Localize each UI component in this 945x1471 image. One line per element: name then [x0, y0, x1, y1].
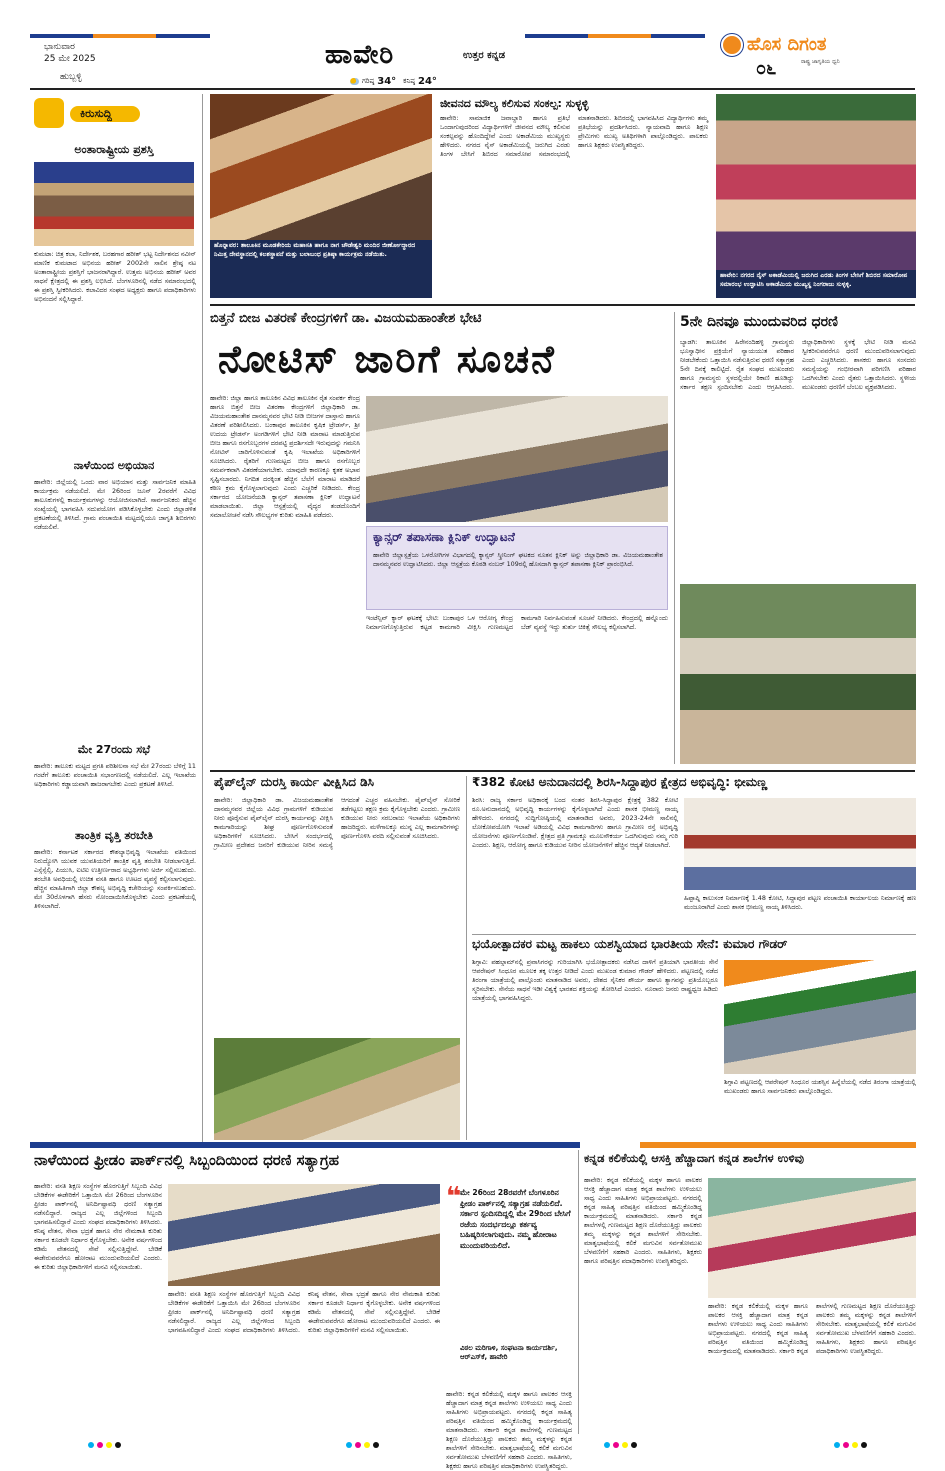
- cancer-clinic-text: ಹಾವೇರಿ ಜಿಲ್ಲಾಸ್ಪತ್ರೆಯ ಒಳರೋಗಿಗಳ ವಿಭಾಗದಲ್ಲಿ ಕ್ಯಾನ್ಸರ್ ಸ್ಕ್ರೀನಿಂಗ್ ಘಟಕದ ನೂತನ ಕ್ಲಿನಿಕ್ ಅನ್ನು ಜಿಲ್ಲಾಧಿಕಾರಿ ಡಾ. ವಿಜಯಮಹಾಂತೇಶ ದಾನಮ್ಮನವರ ಉದ್ಘಾಟಿಸಿದರು. ಜಿಲ್ಲಾ ಆಸ್ಪತ್ರೆಯ ಕೊಠಡಿ ನಂಬರ್ 109ರಲ್ಲಿ ಹೊಸದಾಗಿ ಕ್ಯಾನ್ಸರ್ ತಪಾಸಣಾ ಕ್ಲಿನಿಕ್ ಪ್ರಾರಂಭಿಸಿದೆ.: [373, 551, 663, 568]
- bottom-stripe-right: [640, 1142, 916, 1148]
- academy-group-photo: [716, 94, 916, 270]
- right-lead-headline: 5ನೇ ದಿನವೂ ಮುಂದುವರಿದ ಧರಣಿ: [680, 314, 838, 330]
- brief2-text: ಹಾವೇರಿ: ಜಿಲ್ಲೆಯಲ್ಲಿ ಒಂದು ವಾರ ಅಭಿಯಾನ ಮತ್ತು ಸಾರ್ವಜನಿಕ ಮಾಹಿತಿ ಕಾರ್ಯಕ್ರಮ ನಡೆಯಲಿದೆ. ಮೇ 26ರಿಂದ ಜೂನ್ 2ರವರೆಗೆ ವಿವಿಧ ತಾಲೂಕುಗಳಲ್ಲಿ ಕಾರ್ಯಕ್ರಮಗಳನ್ನು ಆಯೋಜಿಸಲಾಗಿದೆ. ಸಾರ್ವಜನಿಕರು ಹೆಚ್ಚಿನ ಸಂಖ್ಯೆಯಲ್ಲಿ ಭಾಗವಹಿಸಿ ಸದುಪಯೋಗ ಪಡಿಸಿಕೊಳ್ಳಬೇಕು ಎಂದು ಜಿಲ್ಲಾಡಳಿತ ಪ್ರಕಟಣೆಯಲ್ಲಿ ತಿಳಿಸಿದೆ. ಗ್ರಾಮ ಪಂಚಾಯಿತಿ ಮಟ್ಟದಲ್ಲಿಯೂ ಜಾಗೃತಿ ಶಿಬಿರಗಳು ನಡೆಯಲಿವೆ.: [34, 478, 196, 531]
- issue-date: 25 ಮೇ 2025: [44, 54, 96, 64]
- quote-author: ವಿಠಲ ಮರಿಗಾಳಿ, ಸಂಘಟನಾ ಕಾರ್ಯದರ್ಶಿ, ಆರ್‌ಎಸ್‌ಕೆ, ಹಾವೇರಿ: [460, 1344, 558, 1361]
- lead-kicker: ಬಿತ್ತನೆ ಬೀಜ ವಿತರಣೆ ಕೇಂದ್ರಗಳಿಗೆ ಡಾ. ವಿಜಯಮಹಾಂತೇಶ ಭೇಟಿ: [210, 311, 482, 326]
- brief1-text: ಕುಮಟಾ: ಚಿತ್ರ ಕಲಾ, ನಿರ್ದೇಶಕ, ಬರಹಗಾರ ಹರೀಶ್ ಭಟ್ಟ ನಿರ್ದೇಶನದ ನವೀನ್ ಮಾಣಿಕ ಕುಮಟಾದ ಅಭಿನಯ ಹರೀಶ್ 2002ನೇ ಸಾಲಿನ ಶ್ರೇಷ್ಠ ನಟ ಅಂತಾರಾಷ್ಟ್ರೀಯ ಪ್ರಶಸ್ತಿಗೆ ಭಾಜನರಾಗಿದ್ದಾರೆ. ಉತ್ತಮ ಅಭಿನಯ ಹರೀಶ್ ಅವರ ಸಾಧನೆ ಕ್ಷೇತ್ರದಲ್ಲಿ ಈ ಪ್ರಶಸ್ತಿ ಲಭಿಸಿದೆ. ಬೆಂಗಳೂರಿನಲ್ಲಿ ನಡೆದ ಸಮಾರಂಭದಲ್ಲಿ ಈ ಪ್ರಶಸ್ತಿ ಸ್ವೀಕರಿಸಿದರು. ಕಲಾವಿದರ ಸಂಘದ ಅಧ್ಯಕ್ಷರು ಹಾಗೂ ಪದಾಧಿಕಾರಿಗಳು ಅಭಿನಂದನೆ ಸಲ್ಲಿಸಿದ್ದಾರೆ.: [34, 250, 196, 303]
- kannada-text-cont: ಹಾವೇರಿ: ಕನ್ನಡ ಕಲಿಕೆಯಲ್ಲಿ ಮಕ್ಕಳ ಹಾಗೂ ಪಾಲಕರ ಆಸಕ್ತಿ ಹೆಚ್ಚಾದಾಗ ಮಾತ್ರ ಕನ್ನಡ ಶಾಲೆಗಳು ಉಳಿಯಲು ಸಾಧ್ಯ ಎಂದು ಸಾಹಿತಿಗಳು ಅಭಿಪ್ರಾಯಪಟ್ಟರು. ನಗರದಲ್ಲಿ ಕನ್ನಡ ಸಾಹಿತ್ಯ ಪರಿಷತ್ತಿನ ವತಿಯಿಂದ ಹಮ್ಮಿಕೊಂಡಿದ್ದ ಕಾರ್ಯಕ್ರಮದಲ್ಲಿ ಮಾತನಾಡಿದರು. ಸರ್ಕಾರಿ ಕನ್ನಡ ಶಾಲೆಗಳಲ್ಲಿ ಗುಣಮಟ್ಟದ ಶಿಕ್ಷಣ ದೊರೆಯುತ್ತಿದ್ದು ಪಾಲಕರು ತಮ್ಮ ಮಕ್ಕಳನ್ನು ಕನ್ನಡ ಶಾಲೆಗಳಿಗೆ ಸೇರಿಸಬೇಕು. ಮಾತೃಭಾಷೆಯಲ್ಲಿ ಕಲಿಕೆ ಮಗುವಿನ ಸರ್ವತೋಮುಖ ಬೆಳವಣಿಗೆಗೆ ಸಹಕಾರಿ ಎಂದರು. ಸಾಹಿತಿಗಳು, ಶಿಕ್ಷಕರು ಹಾಗೂ ಪರಿಷತ್ತಿನ ಪದಾಧಿಕಾರಿಗಳು ಉಪಸ್ಥಿತರಿದ್ದರು.: [708, 1302, 916, 1355]
- freedom-text-cont: ಹಾವೇರಿ: ವಸತಿ ಶಿಕ್ಷಣ ಸಂಸ್ಥೆಗಳ ಹೊರಗುತ್ತಿಗೆ ಸಿಬ್ಬಂದಿ ವಿವಿಧ ಬೇಡಿಕೆಗಳ ಈಡೇರಿಕೆಗೆ ಒತ್ತಾಯಿಸಿ ಮೇ 26ರಿಂದ ಬೆಂಗಳೂರಿನ ಫ್ರೀಡಂ ಪಾರ್ಕ್‌ನಲ್ಲಿ ಅನಿರ್ದಿಷ್ಟಾವಧಿ ಧರಣಿ ಸತ್ಯಾಗ್ರಹ ನಡೆಸಲಿದ್ದಾರೆ. ರಾಜ್ಯದ ಎಲ್ಲ ಜಿಲ್ಲೆಗಳಿಂದ ಸಿಬ್ಬಂದಿ ಭಾಗವಹಿಸಲಿದ್ದಾರೆ ಎಂದು ಸಂಘದ ಪದಾಧಿಕಾರಿಗಳು ತಿಳಿಸಿದರು. ಕನಿಷ್ಠ ವೇತನ, ಸೇವಾ ಭದ್ರತೆ ಹಾಗೂ ನೇರ ನೇಮಕಾತಿ ಕುರಿತು ಸರ್ಕಾರ ಕೂಡಲೇ ನಿರ್ಧಾರ ಕೈಗೊಳ್ಳಬೇಕು. ಅನೇಕ ವರ್ಷಗಳಿಂದ ಕಡಿಮೆ ವೇತನದಲ್ಲಿ ಸೇವೆ ಸಲ್ಲಿಸುತ್ತಿದ್ದೇವೆ. ಬೇಡಿಕೆ ಈಡೇರುವವರೆಗೂ ಹೋರಾಟ ಮುಂದುವರಿಯಲಿದೆ ಎಂದರು. ಈ ಕುರಿತು ಜಿಲ್ಲಾಧಿಕಾರಿಗಳಿಗೆ ಮನವಿ ಸಲ್ಲಿಸಲಾಯಿತು.: [168, 1290, 440, 1334]
- temple-photo: [210, 94, 432, 240]
- story1-text: ಹಾವೇರಿ: ಸಾಮಾಜಿಕ ಜವಾಬ್ದಾರಿ ಹಾಗೂ ಪ್ರತಿಭೆ ಒಂದಾಗುವುದರಿಂದ ವಿದ್ಯಾರ್ಥಿಗಳಿಗೆ ಜೀವನದ ಮೌಲ್ಯ ಕಲಿಸುವ ಸಂಕಲ್ಪವನ್ನು ಹೊಂದಿದ್ದೇವೆ ಎಂದು ಅಕಾಡೆಮಿಯ ಮುಖ್ಯಸ್ಥರು ಹೇಳಿದರು. ನಗರದ ನೈಸ್ ಅಕಾಡೆಮಿಯಲ್ಲಿ ಜರುಗಿದ ಎರಡು ತಿಂಗಳ ಬೇಸಿಗೆ ಶಿಬಿರದ ಸಮಾರೋಪ ಸಮಾರಂಭದಲ್ಲಿ ಮಾತನಾಡಿದರು. ಶಿಬಿರದಲ್ಲಿ ಭಾಗವಹಿಸಿದ ವಿದ್ಯಾರ್ಥಿಗಳು ತಮ್ಮ ಪ್ರತಿಭೆಯನ್ನು ಪ್ರದರ್ಶಿಸಿದರು. ನ್ಯಾಯವಾದಿ ಹಾಗೂ ಶಿಕ್ಷಣ ಪ್ರೇಮಿಗಳು ಮುಖ್ಯ ಅತಿಥಿಗಳಾಗಿ ಪಾಲ್ಗೊಂಡಿದ್ದರು. ಪಾಲಕರು ಹಾಗೂ ಶಿಕ್ಷಕರು ಉಪಸ್ಥಿತರಿದ್ದರು.: [440, 114, 708, 158]
- cancer-clinic-title: ಕ್ಯಾನ್ಸರ್ ತಪಾಸಣಾ ಕ್ಲಿನಿಕ್ ಉದ್ಘಾಟನೆ: [373, 530, 515, 544]
- temp-max: 34°: [377, 76, 397, 87]
- temp-max-label: ಗರಿಷ್ಠ: [362, 77, 375, 85]
- quote-mark-icon: ❝: [446, 1182, 462, 1212]
- brief4-title: ತಾಂತ್ರಿಕ ವೃತ್ತಿ ತರಬೇತಿ: [75, 829, 153, 842]
- issue-day: ಭಾನುವಾರ: [44, 42, 75, 52]
- lead-headline: ನೋಟಿಸ್ ಜಾರಿಗೆ ಸೂಚನೆ: [218, 337, 556, 381]
- pointing-hand-icon: [34, 98, 64, 128]
- protest-photo: [680, 584, 916, 764]
- reg-marks-right: [834, 1442, 867, 1448]
- temp-min-label: ಕನಿಷ್ಠ: [403, 77, 415, 85]
- temple-photo-caption: ಹೊನ್ನಾವರ: ತಾಲೂಕಿನ ಮೂಡಕೇರಿಯ ಮಹಾಸತಿ ಹಾಗೂ ನಾಗ ಚೌಡೇಶ್ವರಿ ಮಂದಿರ ಜೀರ್ಣೋದ್ಧಾರದ ನಿಮಿತ್ತ ದೇವಸ್ಥಾನದಲ್ಲಿ ಕಲಶಸ್ಥಾಪನೆ ಮತ್ತು ಬಲಾಬಂಧ ಪ್ರತಿಷ್ಠಾ ಕಾರ್ಯಕ್ರಮ ನಡೆಯಿತು.: [210, 240, 432, 298]
- right-lead-text: ಬ್ಯಾಡಗಿ: ತಾಲೂಕಿನ ಹಿರೇನಂದಿಹಳ್ಳಿ ಗ್ರಾಮಸ್ಥರು ಭೂಸ್ವಾಧೀನ ಪ್ರಕ್ರಿಯೆಗೆ ನ್ಯಾಯಯುತ ಪರಿಹಾರ ನೀಡಬೇಕೆಂದು ಒತ್ತಾಯಿಸಿ ನಡೆಸುತ್ತಿರುವ ಧರಣಿ ಸತ್ಯಾಗ್ರಹ 5ನೇ ದಿನಕ್ಕೆ ಕಾಲಿಟ್ಟಿದೆ. ರೈತ ಸಂಘದ ಮುಖಂಡರು ಹಾಗೂ ಗ್ರಾಮಸ್ಥರು ಸ್ಥಳದಲ್ಲಿಯೇ ಠಿಕಾಣಿ ಹೂಡಿದ್ದು ಸರ್ಕಾರ ತಕ್ಷಣ ಸ್ಪಂದಿಸಬೇಕು ಎಂದು ಆಗ್ರಹಿಸಿದರು. ಜಿಲ್ಲಾಧಿಕಾರಿಗಳು ಸ್ಥಳಕ್ಕೆ ಭೇಟಿ ನೀಡಿ ಮನವಿ ಸ್ವೀಕರಿಸುವವರೆಗೂ ಧರಣಿ ಮುಂದುವರಿಸಲಾಗುವುದು ಎಂದು ಎಚ್ಚರಿಸಿದರು. ಶಾಸಕರು ಹಾಗೂ ಸಂಸದರು ಸಮಸ್ಯೆಯನ್ನು ಗಂಭೀರವಾಗಿ ಪರಿಗಣಿಸಿ ಪರಿಹಾರ ಒದಗಿಸಬೇಕು ಎಂದು ರೈತರು ಒತ್ತಾಯಿಸಿದರು. ಸ್ಥಳೀಯ ಮುಖಂಡರು ಧರಣಿಗೆ ಬೆಂಬಲ ವ್ಯಕ್ತಪಡಿಸಿದರು.: [680, 338, 916, 391]
- middle-divider: [466, 776, 467, 1140]
- masthead-right-stripe: [525, 34, 705, 38]
- masthead-left-stripe: [30, 34, 210, 38]
- sirsi-press-photo: [684, 798, 916, 890]
- brief4-text: ಹಾವೇರಿ: ಕರ್ನಾಟಕ ಸರ್ಕಾರದ ಕೌಶಲ್ಯಾಭಿವೃದ್ಧಿ ಇಲಾಖೆಯ ವತಿಯಿಂದ ನಿರುದ್ಯೋಗಿ ಯುವಕ ಯುವತಿಯರಿಗೆ ತಾಂತ್ರಿಕ ವೃತ್ತಿ ತರಬೇತಿ ನೀಡಲಾಗುತ್ತಿದೆ. ಎಸ್ಸೆಸ್ಸೆಲ್ಸಿ, ಪಿಯುಸಿ, ಐಟಿಐ ಉತ್ತೀರ್ಣರಾದ ಅಭ್ಯರ್ಥಿಗಳು ಅರ್ಜಿ ಸಲ್ಲಿಸಬಹುದು. ತರಬೇತಿ ಅವಧಿಯಲ್ಲಿ ಉಚಿತ ವಸತಿ ಹಾಗೂ ಊಟದ ವ್ಯವಸ್ಥೆ ಕಲ್ಪಿಸಲಾಗುವುದು. ಹೆಚ್ಚಿನ ಮಾಹಿತಿಗಾಗಿ ಜಿಲ್ಲಾ ಕೌಶಲ್ಯ ಅಭಿವೃದ್ಧಿ ಕಚೇರಿಯನ್ನು ಸಂಪರ್ಕಿಸಬಹುದು. ಮೇ 30ರೊಳಗಾಗಿ ಹೆಸರು ನೋಂದಾಯಿಸಿಕೊಳ್ಳಬೇಕು ಎಂದು ಪ್ರಕಟಣೆಯಲ್ಲಿ ತಿಳಿಸಲಾಗಿದೆ.: [34, 848, 196, 910]
- quote-box: [446, 1184, 572, 1384]
- masthead-rule: [30, 88, 915, 90]
- reg-marks-center: [346, 1442, 379, 1448]
- section-rule-3: [472, 934, 916, 935]
- brand-tagline: ರಾಷ್ಟ್ರ ಜಾಗೃತಿಯ ಧ್ವನಿ: [801, 59, 840, 65]
- page-number: ೦೬: [756, 58, 777, 79]
- petition-photo: [168, 1184, 440, 1286]
- story1-title: ಜೀವನದ ಮೌಲ್ಯ ಕಲಿಸುವ ಸಂಕಲ್ಪ: ಸುಳ್ಳಳ್ಳಿ: [440, 97, 589, 110]
- freedom-text: ಹಾವೇರಿ: ವಸತಿ ಶಿಕ್ಷಣ ಸಂಸ್ಥೆಗಳ ಹೊರಗುತ್ತಿಗೆ ಸಿಬ್ಬಂದಿ ವಿವಿಧ ಬೇಡಿಕೆಗಳ ಈಡೇರಿಕೆಗೆ ಒತ್ತಾಯಿಸಿ ಮೇ 26ರಿಂದ ಬೆಂಗಳೂರಿನ ಫ್ರೀಡಂ ಪಾರ್ಕ್‌ನಲ್ಲಿ ಅನಿರ್ದಿಷ್ಟಾವಧಿ ಧರಣಿ ಸತ್ಯಾಗ್ರಹ ನಡೆಸಲಿದ್ದಾರೆ. ರಾಜ್ಯದ ಎಲ್ಲ ಜಿಲ್ಲೆಗಳಿಂದ ಸಿಬ್ಬಂದಿ ಭಾಗವಹಿಸಲಿದ್ದಾರೆ ಎಂದು ಸಂಘದ ಪದಾಧಿಕಾರಿಗಳು ತಿಳಿಸಿದರು. ಕನಿಷ್ಠ ವೇತನ, ಸೇವಾ ಭದ್ರತೆ ಹಾಗೂ ನೇರ ನೇಮಕಾತಿ ಕುರಿತು ಸರ್ಕಾರ ಕೂಡಲೇ ನಿರ್ಧಾರ ಕೈಗೊಳ್ಳಬೇಕು. ಅನೇಕ ವರ್ಷಗಳಿಂದ ಕಡಿಮೆ ವೇತನದಲ್ಲಿ ಸೇವೆ ಸಲ್ಲಿಸುತ್ತಿದ್ದೇವೆ. ಬೇಡಿಕೆ ಈಡೇರುವವರೆಗೂ ಹೋರಾಟ ಮುಂದುವರಿಯಲಿದೆ ಎಂದರು. ಈ ಕುರಿತು ಜಿಲ್ಲಾಧಿಕಾರಿಗಳಿಗೆ ಮನವಿ ಸಲ್ಲಿಸಲಾಯಿತು.: [34, 1182, 162, 1271]
- left-column-divider: [202, 94, 203, 1146]
- brief1-title: ಅಂತಾರಾಷ್ಟ್ರೀಯ ಪ್ರಶಸ್ತಿ: [74, 143, 154, 156]
- pipeline-site-photo: [214, 1038, 460, 1140]
- section-rule-1: [210, 304, 915, 306]
- army-text: ಶಿಗ್ಗಾವಿ: ಪಹಲ್ಗಾಮ್‌ನಲ್ಲಿ ಪ್ರವಾಸಿಗರನ್ನು ಗುರಿಯಾಗಿಸಿ ಭಯೋತ್ಪಾದಕರು ನಡೆಸಿದ ದಾಳಿಗೆ ಪ್ರತಿಯಾಗಿ ಭಾರತೀಯ ಸೇನೆ ಆಪರೇಷನ್ ಸಿಂಧೂರ ಮೂಲಕ ತಕ್ಕ ಉತ್ತರ ನೀಡಿದೆ ಎಂದು ಮುಖಂಡ ಕುಮಾರ ಗೌಡರ್ ಹೇಳಿದರು. ಪಟ್ಟಣದಲ್ಲಿ ನಡೆದ ತಿರಂಗಾ ಯಾತ್ರೆಯಲ್ಲಿ ಪಾಲ್ಗೊಂಡು ಮಾತನಾಡಿದ ಅವರು, ದೇಶದ ಸೈನಿಕರ ಶೌರ್ಯ ಹಾಗೂ ತ್ಯಾಗವನ್ನು ಪ್ರತಿಯೊಬ್ಬರೂ ಸ್ಮರಿಸಬೇಕು. ಸೇನೆಯ ಸಾಧನೆ ಇಡೀ ವಿಶ್ವಕ್ಕೆ ಭಾರತದ ಶಕ್ತಿಯನ್ನು ತೋರಿಸಿದೆ ಎಂದರು. ನೂರಾರು ಜನರು ರಾಷ್ಟ್ರಧ್ವಜ ಹಿಡಿದು ಯಾತ್ರೆಯಲ್ಲಿ ಭಾಗವಹಿಸಿದ್ದರು.: [472, 958, 718, 1002]
- lead-extra-text: ಇಂಟೆನ್ಸಿವ್ ಕ್ಯಾರ್ ಘಟಕಕ್ಕೆ ಭೇಟಿ: ಬಂಕಾಪುರ ಒಳ ಆರೋಗ್ಯ ಕೇಂದ್ರ ನಿರ್ಮಾಣಗೊಳ್ಳುತ್ತಿರುವ ಕಟ್ಟಡ ಕಾಮಗಾರಿ ವೀಕ್ಷಿಸಿ ಗುಣಮಟ್ಟದ ಕಾಮಗಾರಿ ನಿರ್ವಹಿಸುವಂತೆ ಸೂಚನೆ ನೀಡಿದರು. ಕೇಂದ್ರದಲ್ಲಿ ಹನ್ನೊಂದು ಬೆಡ್ ವ್ಯವಸ್ಥೆ ಇದ್ದು ತುರ್ತು ಚಿಕಿತ್ಸೆ ಸೌಲಭ್ಯ ಕಲ್ಪಿಸಲಾಗಿದೆ.: [366, 614, 668, 631]
- cancer-clinic-box: [366, 526, 668, 610]
- brief2-title: ನಾಳೆಯಿಂದ ಅಭಿಯಾನ: [73, 459, 155, 472]
- kannada-event-photo: [708, 1178, 916, 1298]
- masthead: [0, 0, 945, 88]
- quote-text: ಮೇ 26ರಿಂದ 28ರವರೆಗೆ ಬೆಂಗಳೂರಿನ ಫ್ರೀಡಂ ಪಾರ್ಕ್‌ನಲ್ಲಿ ಸತ್ಯಾಗ್ರಹ ನಡೆಯಲಿದೆ. ಸರ್ಕಾರ ಸ್ಪಂದಿಸದಿದ್ದಲ್ಲಿ ಮೇ 29ರಿಂದ ಬೇಸಿಗೆ ರಜೆಯ ಸಂದರ್ಭದಲ್ಲೂ ಕರ್ತವ್ಯ ಬಹಿಷ್ಕರಿಸಲಾಗುವುದು. ನಮ್ಮ ಹೋರಾಟ ಮುಂದುವರಿಯಲಿದೆ.: [460, 1188, 571, 1250]
- sirsi-title: ₹382 ಕೋಟಿ ಅನುದಾನದಲ್ಲಿ ಶಿರಸಿ-ಸಿದ್ದಾಪುರ ಕ್ಷೇತ್ರದ ಅಭಿವೃದ್ಧಿ: ಭೀಮಣ್ಣ: [472, 775, 768, 789]
- brand-logo: [715, 34, 915, 80]
- district-title: ಹಾವೇರಿ: [325, 40, 395, 70]
- bottom-stripe-mid: [470, 1142, 580, 1148]
- kannada-text: ಹಾವೇರಿ: ಕನ್ನಡ ಕಲಿಕೆಯಲ್ಲಿ ಮಕ್ಕಳ ಹಾಗೂ ಪಾಲಕರ ಆಸಕ್ತಿ ಹೆಚ್ಚಾದಾಗ ಮಾತ್ರ ಕನ್ನಡ ಶಾಲೆಗಳು ಉಳಿಯಲು ಸಾಧ್ಯ ಎಂದು ಸಾಹಿತಿಗಳು ಅಭಿಪ್ರಾಯಪಟ್ಟರು. ನಗರದಲ್ಲಿ ಕನ್ನಡ ಸಾಹಿತ್ಯ ಪರಿಷತ್ತಿನ ವತಿಯಿಂದ ಹಮ್ಮಿಕೊಂಡಿದ್ದ ಕಾರ್ಯಕ್ರಮದಲ್ಲಿ ಮಾತನಾಡಿದರು. ಸರ್ಕಾರಿ ಕನ್ನಡ ಶಾಲೆಗಳಲ್ಲಿ ಗುಣಮಟ್ಟದ ಶಿಕ್ಷಣ ದೊರೆಯುತ್ತಿದ್ದು ಪಾಲಕರು ತಮ್ಮ ಮಕ್ಕಳನ್ನು ಕನ್ನಡ ಶಾಲೆಗಳಿಗೆ ಸೇರಿಸಬೇಕು. ಮಾತೃಭಾಷೆಯಲ್ಲಿ ಕಲಿಕೆ ಮಗುವಿನ ಸರ್ವತೋಮುಖ ಬೆಳವಣಿಗೆಗೆ ಸಹಕಾರಿ ಎಂದರು. ಸಾಹಿತಿಗಳು, ಶಿಕ್ಷಕರು ಹಾಗೂ ಪರಿಷತ್ತಿನ ಪದಾಧಿಕಾರಿಗಳು ಉಪಸ್ಥಿತರಿದ್ದರು.: [584, 1176, 702, 1265]
- brand-emblem-icon: [721, 34, 743, 56]
- edition-place: ಹುಬ್ಬಳ್ಳಿ: [60, 72, 82, 82]
- kannada-title: ಕನ್ನಡ ಕಲಿಕೆಯಲ್ಲಿ ಆಸಕ್ತಿ ಹೆಚ್ಚಾದಾಗ ಕನ್ನಡ ಶಾಲೆಗಳ ಉಳಿವು: [584, 1151, 804, 1165]
- seed-warehouse-photo: [366, 396, 668, 522]
- pipeline-text: ಹಾವೇರಿ: ಜಿಲ್ಲಾಧಿಕಾರಿ ಡಾ. ವಿಜಯಮಹಾಂತೇಶ ದಾನಮ್ಮನವರ ಜಿಲ್ಲೆಯ ವಿವಿಧ ಗ್ರಾಮಗಳಿಗೆ ಕುಡಿಯುವ ನೀರು ಪೂರೈಸುವ ಪೈಪ್‌ಲೈನ್ ದುರಸ್ತಿ ಕಾರ್ಯವನ್ನು ವೀಕ್ಷಿಸಿ ಕಾಮಗಾರಿಯನ್ನು ಶೀಘ್ರ ಪೂರ್ಣಗೊಳಿಸುವಂತೆ ಅಧಿಕಾರಿಗಳಿಗೆ ಸೂಚಿಸಿದರು. ಬೇಸಿಗೆ ಸಂದರ್ಭದಲ್ಲಿ ಗ್ರಾಮೀಣ ಪ್ರದೇಶದ ಜನರಿಗೆ ಕುಡಿಯುವ ನೀರಿನ ಸಮಸ್ಯೆ ಆಗದಂತೆ ಎಚ್ಚರ ವಹಿಸಬೇಕು. ಪೈಪ್‌ಲೈನ್ ಸೋರಿಕೆ ತಡೆಗಟ್ಟಲು ತಕ್ಷಣ ಕ್ರಮ ಕೈಗೊಳ್ಳಬೇಕು ಎಂದರು. ಗ್ರಾಮೀಣ ಕುಡಿಯುವ ನೀರು ಸರಬರಾಜು ಇಲಾಖೆಯ ಅಧಿಕಾರಿಗಳು ಹಾಜರಿದ್ದರು. ಮಳೆಗಾಲಕ್ಕೂ ಮುನ್ನ ಎಲ್ಲ ಕಾಮಗಾರಿಗಳನ್ನು ಪೂರ್ಣಗೊಳಿಸಿ ವರದಿ ಸಲ್ಲಿಸುವಂತೆ ಸೂಚಿಸಿದರು.: [214, 796, 460, 849]
- section-rule-2: [210, 770, 915, 772]
- reg-marks-mid: [604, 1442, 637, 1448]
- region-title: ಉತ್ತರ ಕನ್ನಡ: [463, 50, 505, 61]
- tiranga-yatra-photo: [724, 960, 916, 1074]
- lead-right-divider: [674, 312, 675, 764]
- brief-header: [30, 94, 200, 138]
- brand-name: ಹೊಸ ದಿಗಂತ: [747, 34, 827, 55]
- temp-min: 24°: [417, 76, 437, 87]
- sirsi-caption: ಹಿಪ್ಪಾಪ್ನಿ ಕಾಲುಸಂಕ ನಿರ್ಮಾಣಕ್ಕೆ 1.48 ಕೋಟಿ, ಸಿದ್ದಾಪುರ ಪಟ್ಟಣ ಪಂಚಾಯಿತಿ ಕಾರ್ಯಾಲಯ ನಿರ್ಮಾಣಕ್ಕೆ ಹಣ ಮಂಜೂರಾಗಿದೆ ಎಂದು ಶಾಸಕ ಭೀಮಣ್ಣ ನಾಯ್ಕ ತಿಳಿಸಿದರು.: [684, 894, 916, 911]
- sirsi-text: ಶಿರಸಿ: ರಾಜ್ಯ ಸರ್ಕಾರ ಅಧಿಕಾರಕ್ಕೆ ಬಂದ ನಂತರ ಶಿರಸಿ-ಸಿದ್ದಾಪುರ ಕ್ಷೇತ್ರಕ್ಕೆ 382 ಕೋಟಿ ರೂ.ಅನುದಾನದಲ್ಲಿ ಅಭಿವೃದ್ಧಿ ಕಾರ್ಯಗಳನ್ನು ಕೈಗೊಳ್ಳಲಾಗಿದೆ ಎಂದು ಶಾಸಕ ಭೀಮಣ್ಣ ನಾಯ್ಕ ಹೇಳಿದರು. ನಗರದಲ್ಲಿ ಸುದ್ದಿಗೋಷ್ಠಿಯಲ್ಲಿ ಮಾತನಾಡಿದ ಅವರು, 2023-24ನೇ ಸಾಲಿನಲ್ಲಿ ಲೋಕೋಪಯೋಗಿ ಇಲಾಖೆ ಅಡಿಯಲ್ಲಿ ವಿವಿಧ ಕಾಮಗಾರಿಗಳು ಹಾಗೂ ಗ್ರಾಮೀಣ ರಸ್ತೆ ಅಭಿವೃದ್ಧಿ ಯೋಜನೆಗಳು ಪೂರ್ಣಗೊಂಡಿವೆ. ಕ್ಷೇತ್ರದ ಪ್ರತಿ ಗ್ರಾಮಕ್ಕೂ ಮೂಲಸೌಕರ್ಯ ಒದಗಿಸುವುದು ನಮ್ಮ ಗುರಿ ಎಂದರು. ಶಿಕ್ಷಣ, ಆರೋಗ್ಯ ಹಾಗೂ ಕುಡಿಯುವ ನೀರಿನ ಯೋಜನೆಗಳಿಗೆ ಹೆಚ್ಚಿನ ಆದ್ಯತೆ ನೀಡಲಾಗಿದೆ.: [472, 796, 678, 849]
- weather: [350, 76, 437, 87]
- freedom-title: ನಾಳೆಯಿಂದ ಫ್ರೀಡಂ ಪಾರ್ಕ್‌ನಲ್ಲಿ ಸಿಬ್ಬಂದಿಯಿಂದ ಧರಣಿ ಸತ್ಯಾಗ್ರಹ: [34, 1151, 339, 1169]
- brief3-title: ಮೇ 27ರಂದು ಸಭೆ: [77, 743, 151, 756]
- pipeline-title: ಪೈಪ್‌ಲೈನ್ ದುರಸ್ತಿ ಕಾರ್ಯ ವೀಕ್ಷಿಸಿದ ಡಿಸಿ: [214, 775, 375, 789]
- brief-label: ಕಿರುಸುದ್ದಿ: [80, 107, 112, 120]
- brief3-text: ಹಾವೇರಿ: ತಾಲೂಕು ಮಟ್ಟದ ಪ್ರಗತಿ ಪರಿಶೀಲನಾ ಸಭೆ ಮೇ 27ರಂದು ಬೆಳಿಗ್ಗೆ 11 ಗಂಟೆಗೆ ತಾಲೂಕು ಪಂಚಾಯಿತಿ ಸಭಾಂಗಣದಲ್ಲಿ ನಡೆಯಲಿದೆ. ಎಲ್ಲ ಇಲಾಖೆಯ ಅಧಿಕಾರಿಗಳು ಕಡ್ಡಾಯವಾಗಿ ಹಾಜರಾಗಬೇಕು ಎಂದು ಪ್ರಕಟಣೆ ತಿಳಿಸಿದೆ.: [34, 762, 196, 788]
- bottom-stripe-left: [30, 1142, 470, 1148]
- lead-text: ಹಾವೇರಿ: ಜಿಲ್ಲಾ ಹಾಗೂ ತಾಲೂಕಿನ ವಿವಿಧ ತಾಲೂಕಿನ ರೈತ ಸಂಪರ್ಕ ಕೇಂದ್ರ ಹಾಗೂ ಬಿತ್ತನೆ ಬೀಜ ವಿತರಣಾ ಕೇಂದ್ರಗಳಿಗೆ ಜಿಲ್ಲಾಧಿಕಾರಿ ಡಾ. ವಿಜಯಮಹಾಂತೇಶ ದಾನಮ್ಮನವರ ಭೇಟಿ ನೀಡಿ ಬೀಜಗಳ ದಾಸ್ತಾನು ಹಾಗೂ ವಿತರಣೆ ಪರಿಶೀಲಿಸಿದರು. ಬಂಕಾಪುರ ತಾಲೂಕಿನ ಕೃಷಿಕ ಟ್ರೇಡರ್ಸ್, ಶ್ರೀ ಉದಯ ಟ್ರೇಡರ್ಸ್ ಅಂಗಡಿಗಳಿಗೆ ಭೇಟಿ ನೀಡಿ ಮಾರಾಟ ಮಾಡುತ್ತಿರುವ ಬೀಜ ಹಾಗೂ ರಸಗೊಬ್ಬರಗಳ ದರಪಟ್ಟಿ ಪ್ರದರ್ಶಿಸದೇ ಇರುವುದನ್ನು ಗಮನಿಸಿ ನೋಟಿಸ್ ಜಾರಿಗೊಳಿಸುವಂತೆ ಕೃಷಿ ಇಲಾಖೆಯ ಅಧಿಕಾರಿಗಳಿಗೆ ಸೂಚಿಸಿದರು. ರೈತರಿಗೆ ಗುಣಮಟ್ಟದ ಬೀಜ ಹಾಗೂ ರಸಗೊಬ್ಬರ ಸಮರ್ಪಕವಾಗಿ ವಿತರಣೆಯಾಗಬೇಕು. ಯಾವುದೇ ಕಾರಣಕ್ಕೂ ಕೃತಕ ಅಭಾವ ಸೃಷ್ಟಿಸಬಾರದು. ನಿಗದಿತ ದರಕ್ಕಿಂತ ಹೆಚ್ಚಿನ ಬೆಲೆಗೆ ಮಾರಾಟ ಮಾಡಿದರೆ ಕಠಿಣ ಕ್ರಮ ಕೈಗೊಳ್ಳಲಾಗುವುದು ಎಂದು ಎಚ್ಚರಿಕೆ ನೀಡಿದರು. ಕೇಂದ್ರ ಸರ್ಕಾರದ ಯೋಜನೆಯಡಿ ಕ್ಯಾನ್ಸರ್ ತಪಾಸಣಾ ಕ್ಲಿನಿಕ್ ಉದ್ಘಾಟನೆ ಮಾಡಲಾಯಿತು. ಜಿಲ್ಲಾ ಆಸ್ಪತ್ರೆಯಲ್ಲಿ ವೈದ್ಯರ ತಂಡದೊಂದಿಗೆ ಸಮಾಲೋಚನೆ ನಡೆಸಿ ಸೌಲಭ್ಯಗಳ ಕುರಿತು ಮಾಹಿತಿ ಪಡೆದರು.: [210, 394, 360, 519]
- army-caption: ಶಿಗ್ಗಾವಿ ಪಟ್ಟಣದಲ್ಲಿ ಆಪರೇಷನ್ ಸಿಂಧೂರ ಯಶಸ್ಸಿನ ಹಿನ್ನೆಲೆಯಲ್ಲಿ ನಡೆದ ತಿರಂಗಾ ಯಾತ್ರೆಯಲ್ಲಿ ಮುಖಂಡರು ಹಾಗೂ ಸಾರ್ವಜನಿಕರು ಪಾಲ್ಗೊಂಡಿದ್ದರು.: [724, 1078, 916, 1095]
- academy-photo-caption: ಹಾವೇರಿ: ನಗರದ ನೈಸ್ ಅಕಾಡೆಮಿಯಲ್ಲಿ ಜರುಗಿದ ಎರಡು ತಿಂಗಳ ಬೇಸಿಗೆ ಶಿಬಿರದ ಸಮಾರೋಪ ಸಮಾರಂಭ ಉದ್ಘಾಟಿಸಿ ಅಕಾಡೆಮಿಯ ಮುಖ್ಯಸ್ಥ ನಿಂಗರಾಜು ಸುಳ್ಳಳ್ಳಿ.: [716, 270, 916, 298]
- army-title: ಭಯೋತ್ಪಾದಕರ ಮಟ್ಟ ಹಾಕಲು ಯಶಸ್ವಿಯಾದ ಭಾರತೀಯ ಸೇನೆ: ಕುಮಾರ ಗೌಡರ್: [472, 937, 788, 951]
- quote-followup-text: ಹಾವೇರಿ: ಕನ್ನಡ ಕಲಿಕೆಯಲ್ಲಿ ಮಕ್ಕಳ ಹಾಗೂ ಪಾಲಕರ ಆಸಕ್ತಿ ಹೆಚ್ಚಾದಾಗ ಮಾತ್ರ ಕನ್ನಡ ಶಾಲೆಗಳು ಉಳಿಯಲು ಸಾಧ್ಯ ಎಂದು ಸಾಹಿತಿಗಳು ಅಭಿಪ್ರಾಯಪಟ್ಟರು. ನಗರದಲ್ಲಿ ಕನ್ನಡ ಸಾಹಿತ್ಯ ಪರಿಷತ್ತಿನ ವತಿಯಿಂದ ಹಮ್ಮಿಕೊಂಡಿದ್ದ ಕಾರ್ಯಕ್ರಮದಲ್ಲಿ ಮಾತನಾಡಿದರು. ಸರ್ಕಾರಿ ಕನ್ನಡ ಶಾಲೆಗಳಲ್ಲಿ ಗುಣಮಟ್ಟದ ಶಿಕ್ಷಣ ದೊರೆಯುತ್ತಿದ್ದು ಪಾಲಕರು ತಮ್ಮ ಮಕ್ಕಳನ್ನು ಕನ್ನಡ ಶಾಲೆಗಳಿಗೆ ಸೇರಿಸಬೇಕು. ಮಾತೃಭಾಷೆಯಲ್ಲಿ ಕಲಿಕೆ ಮಗುವಿನ ಸರ್ವತೋಮುಖ ಬೆಳವಣಿಗೆಗೆ ಸಹಕಾರಿ ಎಂದರು. ಸಾಹಿತಿಗಳು, ಶಿಕ್ಷಕರು ಹಾಗೂ ಪರಿಷತ್ತಿನ ಪದಾಧಿಕಾರಿಗಳು ಉಪಸ್ಥಿತರಿದ್ದರು.: [446, 1390, 572, 1470]
- reg-marks-left: [88, 1442, 121, 1448]
- award-photo: [34, 162, 194, 246]
- sun-cloud-icon: [350, 78, 359, 85]
- bottom-divider: [578, 1150, 579, 1434]
